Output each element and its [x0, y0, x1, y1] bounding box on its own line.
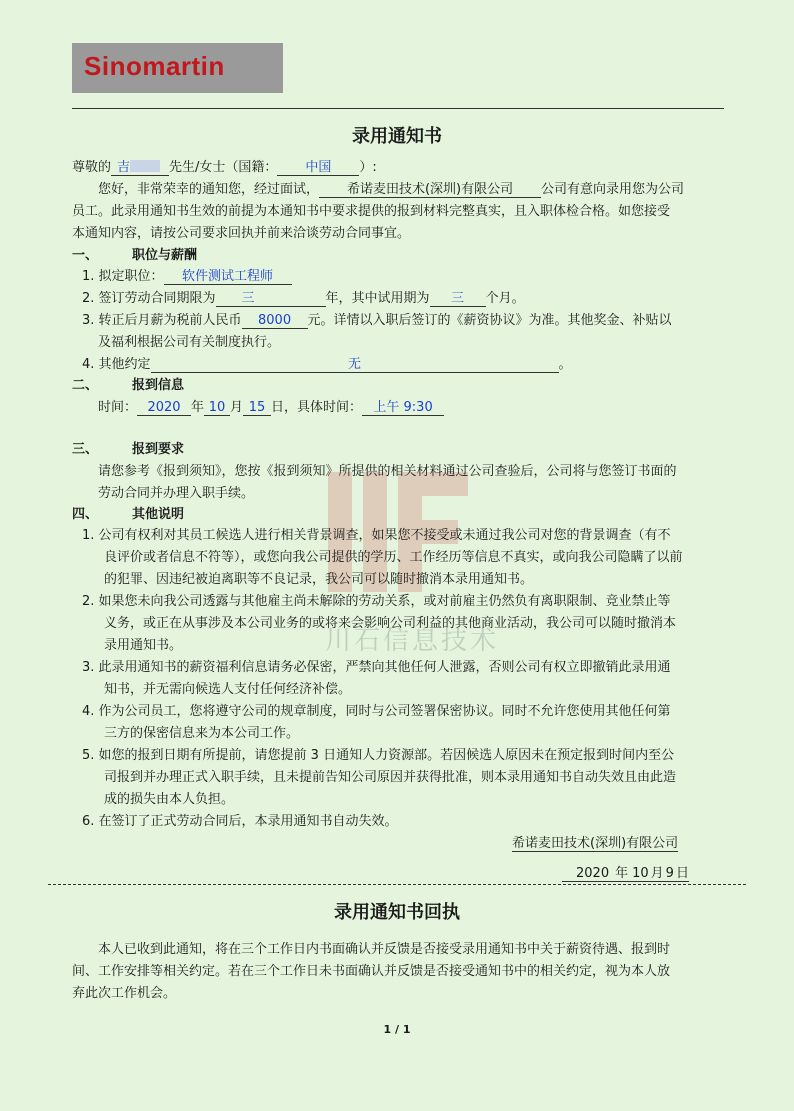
- item-salary: 3. 转正后月薪为税前人民币 8000 元。详情以入职后签订的《薪资协议》为准。其他奖金、补贴以: [82, 313, 672, 328]
- item-salary-cont: 及福利根据公司有关制度执行。: [98, 335, 281, 350]
- sec3-line-1: 请您参考《报到须知》，您按《报到须知》所提供的相关材料通过公司查验后，公司将与您签订书面的: [98, 464, 677, 479]
- note-line: 6. 在签订了正式劳动合同后，本录用通知书自动失效。: [82, 814, 398, 829]
- section-2-heading: 二、 报到信息: [72, 378, 185, 393]
- item-position: 1. 拟定职位： 软件测试工程师: [82, 265, 292, 285]
- note-line: 义务，或正在从事涉及本公司业务的或将来会影响公司利益的其他商业活动，我公司可以随时撤消本: [104, 616, 677, 631]
- item-contract: 2. 签订劳动合同期限为 三 年，其中试用期为 三 个月。: [82, 287, 525, 307]
- note-line: 的犯罪、因违纪被迫离职等不良记录，我公司可以随时撤消本录用通知书。: [104, 572, 534, 587]
- note-line: 1. 公司有权利对其员工候选人进行相关背景调查，如果您不接受或未通过我公司对您的背景调查（有不: [82, 528, 671, 543]
- candidate-name: 吉: [111, 156, 169, 176]
- section-4-heading: 四、 其他说明: [72, 507, 185, 522]
- company-name: 希诺麦田技术(深圳)有限公司: [319, 178, 541, 198]
- cut-line: [48, 884, 746, 885]
- intro-line-1: 您好，非常荣幸的通知您，经过面试， 希诺麦田技术(深圳)有限公司 公司有意向录用您为公司: [98, 178, 684, 198]
- report-day: 15: [243, 400, 271, 416]
- report-time: 时间： 2020 年 10 月 15 日，具体时间： 上午 9:30: [98, 396, 444, 416]
- intro-line-3: 本通知内容，请按公司要求回执并前来洽谈劳动合同事宜。: [72, 226, 411, 241]
- report-year: 2020: [137, 400, 191, 416]
- receipt-line-1: 本人已收到此通知，将在三个工作日内书面确认并反馈是否接受录用通知书中关于薪资待遇、报到时: [98, 942, 671, 957]
- intro-line-2: 员工。此录用通知书生效的前提为本通知书中要求提供的报到材料完整真实，且入职体检合格。如您接受: [72, 204, 671, 219]
- note-line: 成的损失由本人负担。: [104, 792, 235, 807]
- probation-value: 三: [430, 287, 486, 307]
- watermark-text: 川石信息技术: [325, 626, 500, 656]
- greeting: 尊敬的 吉 先生/女士（国籍： 中国 ）:: [72, 156, 377, 176]
- note-line: 三方的保密信息来为本公司工作。: [104, 726, 300, 741]
- other-value: 无: [151, 353, 559, 373]
- position-value: 软件测试工程师: [164, 265, 292, 285]
- redaction-block: [130, 160, 160, 172]
- page-number: 1 / 1: [383, 1023, 411, 1036]
- item-other: 4. 其他约定 无 。: [82, 353, 572, 373]
- section-1-heading: 一、 职位与薪酬: [72, 248, 198, 263]
- company-logo: Sinomartin: [84, 51, 225, 81]
- receipt-title: 录用通知书回执: [334, 902, 460, 923]
- nationality-value: 中国: [277, 156, 359, 176]
- note-line: 2. 如果您未向我公司透露与其他雇主尚未解除的劳动关系，或对前雇主仍然负有离职限制、竞业禁止等: [82, 594, 671, 609]
- note-line: 良评价或者信息不符等），或您向我公司提供的学历、工作经历等信息不真实，或向我公司隐瞒了以前: [104, 550, 683, 565]
- signature-company: 希诺麦田技术(深圳)有限公司: [512, 832, 678, 852]
- header-rule: [72, 108, 724, 109]
- report-specific-time: 上午 9:30: [362, 396, 444, 416]
- note-line: 司报到并办理正式入职手续，且未提前告知公司原因并获得批准，则本录用通知书自动失效且由此造: [104, 770, 677, 785]
- note-line: 3. 此录用通知书的薪资福利信息请务必保密，严禁向其他任何人泄露，否则公司有权立即撤销此录用通: [82, 660, 671, 675]
- signature-date: 2020 年 10 月 9 日: [562, 862, 689, 882]
- receipt-line-3: 弃此次工作机会。: [72, 986, 177, 1001]
- report-month: 10: [204, 400, 230, 416]
- sec3-line-2: 劳动合同并办理入职手续。: [98, 486, 255, 501]
- note-line: 录用通知书。: [104, 638, 183, 653]
- note-line: 知书，并无需向候选人支付任何经济补偿。: [104, 682, 352, 697]
- salary-value: 8000: [242, 313, 308, 329]
- contract-years-value: 三: [216, 287, 326, 307]
- note-line: 5. 如您的报到日期有所提前，请您提前 3 日通知人力资源部。若因候选人原因未在预定报到时间内至公: [82, 748, 675, 763]
- receipt-line-2: 间、工作安排等相关约定。若在三个工作日未书面确认并反馈是否接受通知书中的相关约定，视为本人放: [72, 964, 671, 979]
- note-line: 4. 作为公司员工，您将遵守公司的规章制度，同时与公司签署保密协议。同时不允许您使用其他任何第: [82, 704, 671, 719]
- section-3-heading: 三、 报到要求: [72, 442, 185, 457]
- offer-title: 录用通知书: [352, 126, 442, 147]
